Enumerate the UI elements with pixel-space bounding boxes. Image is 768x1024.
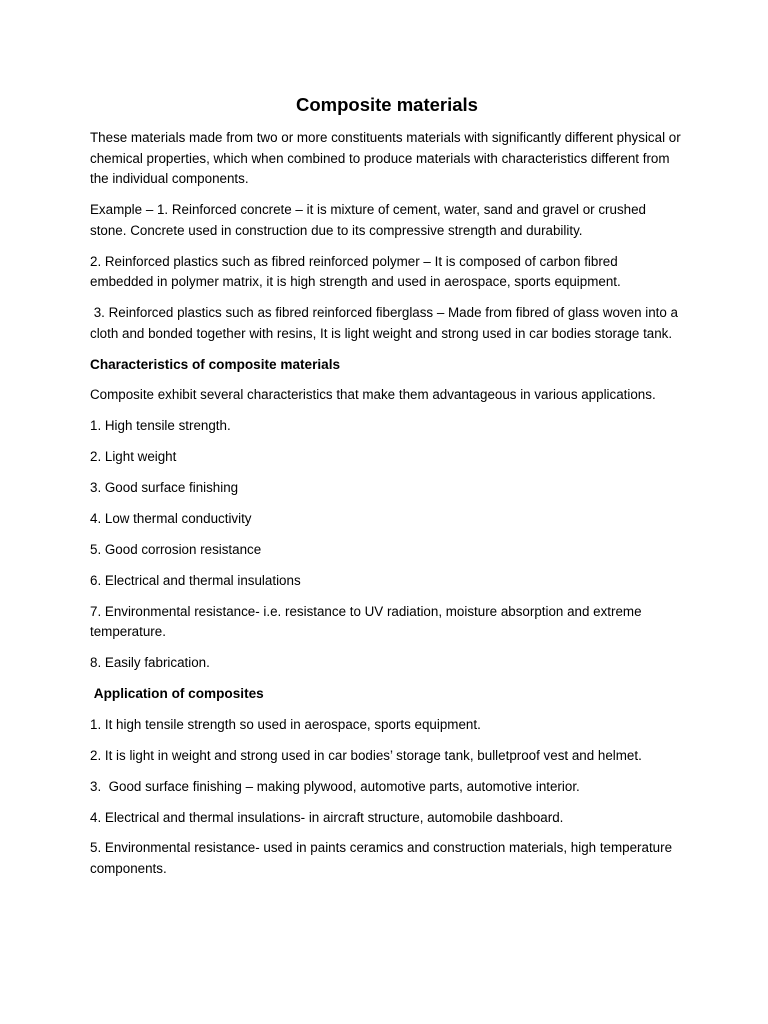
characteristics-list [90, 416, 684, 673]
document-page [90, 92, 684, 890]
list-item: 4. Low thermal conductivity [90, 510, 252, 526]
characteristics-heading: Characteristics of composite materials [90, 356, 341, 372]
list-item: 8. Easily fabrication. [90, 655, 210, 671]
list-item: 5. Environmental resistance- used in paints ceramics and construction materials, high temperature components. [90, 840, 673, 877]
list-item: 3. Good surface finishing – making plywood, automotive parts, automotive interior. [90, 778, 580, 794]
example-paragraph-2: 2. Reinforced plastics such as fibred reinforced polymer – It is composed of carbon fibred embedded in polymer matrix, it is high strength and used in aerospace, sports equipment. [90, 253, 621, 290]
intro-paragraph: These materials made from two or more constituents materials with significantly different physical or chemical properties, which when combined to produce materials with characteristics different from the individual components. [90, 130, 681, 187]
list-item: 1. High tensile strength. [90, 418, 231, 434]
applications-heading: Application of composites [90, 686, 264, 702]
characteristics-intro: Composite exhibit several characteristics that make them advantageous in various applications. [90, 387, 656, 403]
list-item: 2. Light weight [90, 449, 177, 465]
list-item: 7. Environmental resistance- i.e. resistance to UV radiation, moisture absorption and extreme temperature. [90, 603, 642, 640]
document-title: Composite materials [296, 94, 478, 115]
applications-list [90, 715, 684, 880]
list-item: 2. It is light in weight and strong used in car bodies’ storage tank, bulletproof vest and helmet. [90, 747, 642, 763]
list-item: 1. It high tensile strength so used in aerospace, sports equipment. [90, 716, 481, 732]
list-item: 4. Electrical and thermal insulations- in aircraft structure, automobile dashboard. [90, 809, 564, 825]
list-item: 6. Electrical and thermal insulations [90, 572, 301, 588]
list-item: 5. Good corrosion resistance [90, 541, 262, 557]
example-paragraph-1: Example – 1. Reinforced concrete – it is mixture of cement, water, sand and gravel or crushed stone. Concrete used in construction due to its compressive strength and durability. [90, 202, 646, 238]
list-item: 3. Good surface finishing [90, 480, 239, 496]
example-paragraph-3: 3. Reinforced plastics such as fibred reinforced fiberglass – Made from fibred of glass woven into a cloth and bonded together with resins, It is light weight and strong used in car bodies storage tank. [90, 305, 682, 341]
